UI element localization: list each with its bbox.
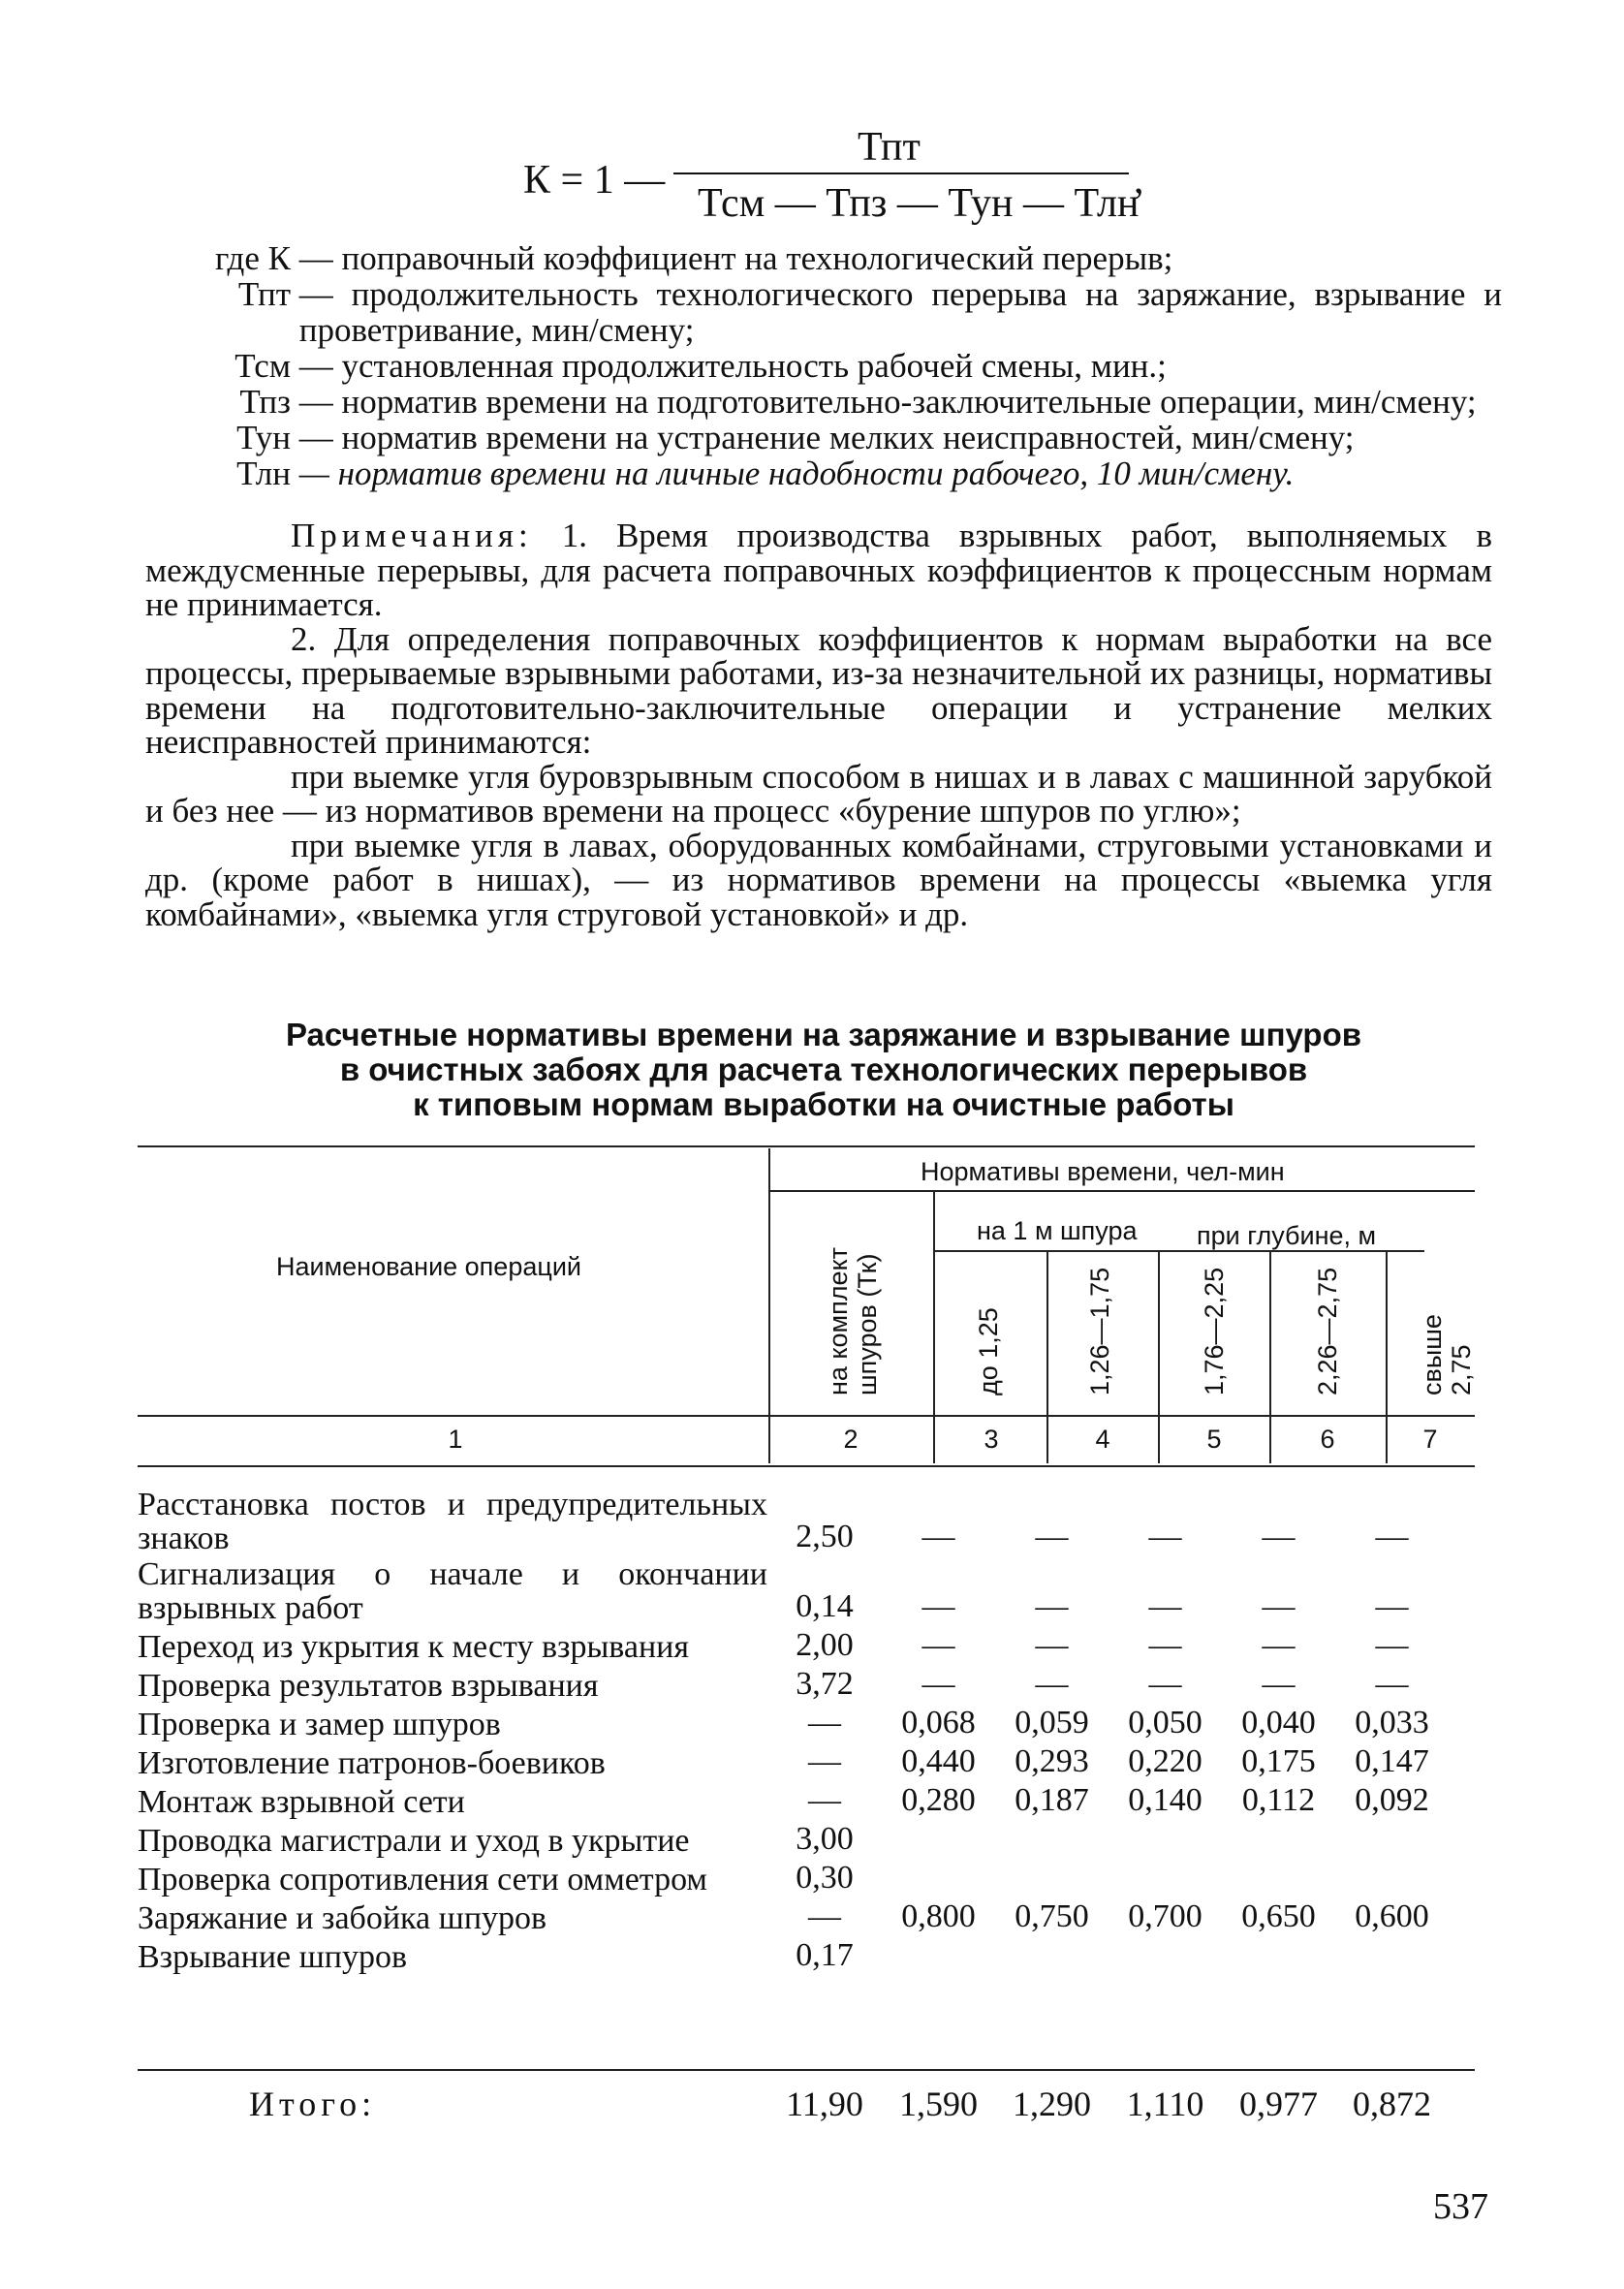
cell: 0,280 bbox=[901, 1782, 976, 1818]
op-name: Проводка магистрали и уход в укрытие bbox=[138, 1823, 690, 1859]
cell: 0,147 bbox=[1355, 1743, 1429, 1779]
notes bbox=[145, 518, 1492, 931]
header-depth-3: 1,76—2,25 bbox=[1200, 1267, 1229, 1395]
table-divider bbox=[1158, 1252, 1160, 1463]
cell-set: 3,00 bbox=[796, 1821, 854, 1857]
total-rule bbox=[138, 2069, 1475, 2071]
cell: — bbox=[1148, 1666, 1182, 1702]
table-title-line: Расчетные нормативы времени на заряжание и взрывание шпуров bbox=[285, 1017, 1362, 1052]
header-depth-5: свыше 2,75 bbox=[1418, 1314, 1476, 1395]
cell-set: — bbox=[808, 1705, 841, 1740]
cell: — bbox=[1262, 1627, 1296, 1663]
cell: — bbox=[1035, 1666, 1069, 1702]
def-symbol: Тсм bbox=[234, 347, 291, 385]
formula-lhs: К = 1 — bbox=[523, 158, 666, 203]
cell: — bbox=[1148, 1519, 1182, 1554]
cell: — bbox=[1148, 1627, 1182, 1663]
op-name: Проверка результатов взрывания bbox=[138, 1668, 599, 1704]
formula-numerator: Тпт bbox=[858, 125, 921, 170]
col-number: 5 bbox=[1206, 1425, 1222, 1454]
notes-label: Примечания: bbox=[291, 517, 533, 554]
cell: 0,140 bbox=[1128, 1782, 1202, 1818]
def-text: — норматив времени на подготовительно-заключительные операции, мин/смену; bbox=[298, 383, 1477, 421]
note-1-text: 1. Время производства взрывных работ, выполняемых в междусменные перерывы, для расчета поправочных коэффициентов к процессным нормам не принимается. bbox=[145, 517, 1493, 623]
note-3: при выемке угля буровзрывным способом в нишах и в лавах с машинной зарубкой и без нее — из нормативов времени на процесс «бурение шпуров по углю»; bbox=[145, 757, 1492, 830]
cell: 0,187 bbox=[1015, 1782, 1089, 1818]
cell: 0,040 bbox=[1241, 1705, 1316, 1740]
table-row bbox=[138, 1666, 1475, 1703]
header-rule bbox=[770, 1190, 1475, 1192]
definition-item bbox=[145, 384, 1502, 420]
op-name: Расстановка постов и предупредительных знаков bbox=[138, 1487, 767, 1556]
table-divider bbox=[1046, 1252, 1048, 1463]
cell: 0,750 bbox=[1015, 1898, 1089, 1934]
header-name: Наименование операций bbox=[276, 1252, 581, 1281]
formula-comma: , bbox=[1134, 158, 1144, 203]
table-title-line: к типовым нормам выработки на очистные работы bbox=[413, 1086, 1234, 1122]
table-body bbox=[138, 1488, 1475, 1976]
header-set: на комплект шпуров (Тк) bbox=[824, 1247, 882, 1395]
cell-set: 0,17 bbox=[796, 1937, 854, 1973]
cell-set: 0,14 bbox=[796, 1588, 854, 1624]
cell: — bbox=[921, 1627, 955, 1663]
note-1 bbox=[145, 518, 1492, 622]
table-title-line: в очистных забоях для расчета технологических перерывов bbox=[339, 1051, 1308, 1087]
cell: 0,440 bbox=[901, 1743, 976, 1779]
table-row bbox=[138, 1743, 1475, 1780]
cell: — bbox=[1375, 1588, 1409, 1624]
table-title bbox=[242, 1018, 1405, 1122]
cell: — bbox=[1375, 1666, 1409, 1702]
definition-item bbox=[145, 420, 1502, 455]
def-text: — поправочный коэффициент на технологический перерыв; bbox=[298, 239, 1173, 277]
cell: — bbox=[1262, 1666, 1296, 1702]
cell: 0,650 bbox=[1241, 1898, 1316, 1934]
cell: — bbox=[1262, 1519, 1296, 1554]
cell: 0,050 bbox=[1128, 1705, 1202, 1740]
cell: — bbox=[1375, 1519, 1409, 1554]
total-set: 11,90 bbox=[786, 2085, 863, 2123]
header-depth-4: 2,26—2,75 bbox=[1313, 1267, 1342, 1395]
formula-denominator: Тсм — Тпз — Тун — Тлн bbox=[698, 181, 1140, 226]
table-row bbox=[138, 1782, 1475, 1819]
total-cell: 1,590 bbox=[899, 2085, 978, 2123]
cell: — bbox=[921, 1666, 955, 1702]
table-top-rule bbox=[138, 1145, 1475, 1147]
table-row bbox=[138, 1627, 1475, 1664]
def-symbol: Тлн bbox=[236, 455, 291, 492]
cell: — bbox=[1035, 1519, 1069, 1554]
cell: — bbox=[1375, 1627, 1409, 1663]
header-per-1m: на 1 м шпура bbox=[977, 1216, 1138, 1245]
cell: 0,059 bbox=[1015, 1705, 1089, 1740]
col-number: 1 bbox=[448, 1425, 463, 1454]
cell-set: 3,72 bbox=[796, 1666, 854, 1702]
definition-item bbox=[145, 455, 1502, 491]
header-depth: при глубине, м bbox=[1197, 1221, 1377, 1250]
cell: 0,068 bbox=[901, 1705, 976, 1740]
cell: — bbox=[1035, 1588, 1069, 1624]
def-symbol: Тпт bbox=[237, 275, 291, 313]
col-number: 4 bbox=[1095, 1425, 1110, 1454]
op-name: Взрывание шпуров bbox=[138, 1939, 408, 1975]
total-cell: 0,872 bbox=[1353, 2085, 1431, 2123]
definition-item bbox=[145, 276, 1502, 348]
cell: 0,033 bbox=[1355, 1705, 1429, 1740]
table-divider bbox=[933, 1192, 935, 1463]
definitions bbox=[145, 240, 1502, 491]
cell: 0,092 bbox=[1355, 1782, 1429, 1818]
op-name: Заряжание и забойка шпуров bbox=[138, 1900, 547, 1936]
op-name: Проверка сопротивления сети омметром bbox=[138, 1862, 707, 1897]
total-row bbox=[138, 2084, 1475, 2124]
table-divider bbox=[1386, 1252, 1388, 1463]
table-row bbox=[138, 1937, 1475, 1974]
def-text: — продолжительность технологического перерыва на заряжание, взрывание и проветривание, мин/смену; bbox=[298, 275, 1502, 349]
page-number: 537 bbox=[1433, 2186, 1488, 2227]
cell: 0,600 bbox=[1355, 1898, 1429, 1934]
op-name: Сигнализация о начале и окончании взрывных работ bbox=[138, 1556, 767, 1626]
header-depth-2: 1,26—1,75 bbox=[1085, 1267, 1114, 1395]
cell: 0,293 bbox=[1015, 1743, 1089, 1779]
table-row bbox=[138, 1821, 1475, 1858]
cell: 0,112 bbox=[1241, 1782, 1316, 1818]
header-norms: Нормативы времени, чел-мин bbox=[921, 1157, 1285, 1186]
cell-set: 2,00 bbox=[796, 1627, 854, 1663]
total-cell: 0,977 bbox=[1239, 2085, 1318, 2123]
cell-set: — bbox=[808, 1782, 841, 1818]
def-symbol: Тпз bbox=[239, 383, 291, 421]
table-divider bbox=[1269, 1252, 1271, 1463]
cell: 0,800 bbox=[901, 1898, 976, 1934]
cell: 0,220 bbox=[1128, 1743, 1202, 1779]
op-name: Переход из укрытия к месту взрывания bbox=[138, 1629, 690, 1665]
total-cell: 1,290 bbox=[1013, 2085, 1091, 2123]
def-text: — норматив времени на личные надобности рабочего, 10 мин/смену. bbox=[298, 455, 1295, 492]
cell: 0,700 bbox=[1128, 1898, 1202, 1934]
cell-set: — bbox=[808, 1898, 841, 1934]
def-symbol: Тун bbox=[236, 419, 291, 456]
cell-set: 2,50 bbox=[796, 1519, 854, 1554]
table-row bbox=[138, 1557, 1475, 1625]
note-4: при выемке угля в лавах, оборудованных комбайнами, струговыми установками и др. (кроме работ в нишах), — из нормативов времени на процессы «выемка угля комбайнами», «выемка угля струговой установкой» и др. bbox=[145, 826, 1492, 933]
op-name: Проверка и замер шпуров bbox=[138, 1707, 501, 1742]
col-number: 2 bbox=[843, 1425, 859, 1454]
col-number: 7 bbox=[1422, 1425, 1438, 1454]
cell-set: 0,30 bbox=[796, 1860, 854, 1896]
def-text: — установленная продолжительность рабочей смены, мин.; bbox=[298, 347, 1167, 385]
cell-set: — bbox=[808, 1743, 841, 1779]
fraction-bar bbox=[673, 172, 1129, 174]
op-name: Изготовление патронов-боевиков bbox=[138, 1745, 606, 1781]
cell: — bbox=[921, 1588, 955, 1624]
table-row bbox=[138, 1860, 1475, 1897]
table-row bbox=[138, 1705, 1475, 1741]
cell: — bbox=[921, 1519, 955, 1554]
total-label: Итого: bbox=[249, 2085, 377, 2123]
def-text: — норматив времени на устранение мелких неисправностей, мин/смену; bbox=[298, 419, 1355, 456]
table-row bbox=[138, 1488, 1475, 1555]
total-cell: 1,110 bbox=[1126, 2085, 1204, 2123]
definition-item bbox=[145, 240, 1502, 276]
def-symbol: где К bbox=[214, 239, 291, 277]
table-row bbox=[138, 1898, 1475, 1935]
definition-item bbox=[145, 348, 1502, 384]
col-number: 3 bbox=[984, 1425, 999, 1454]
cell: — bbox=[1035, 1627, 1069, 1663]
header-rule bbox=[138, 1415, 1475, 1417]
header-depth-1: до 1,25 bbox=[974, 1307, 1003, 1395]
col-number: 6 bbox=[1320, 1425, 1335, 1454]
note-2: 2. Для определения поправочных коэффициентов к нормам выработки на все процессы, прерываемые взрывными работами, из-за незначительной их разницы, нормативы времени на подготовительно-заключительные операции и устранение мелких неисправностей принимаются: bbox=[145, 619, 1492, 761]
cell: 0,175 bbox=[1241, 1743, 1316, 1779]
cell: — bbox=[1262, 1588, 1296, 1624]
cell: — bbox=[1148, 1588, 1182, 1624]
formula bbox=[523, 124, 1144, 231]
op-name: Монтаж взрывной сети bbox=[138, 1784, 465, 1820]
header-rule bbox=[138, 1465, 1475, 1467]
